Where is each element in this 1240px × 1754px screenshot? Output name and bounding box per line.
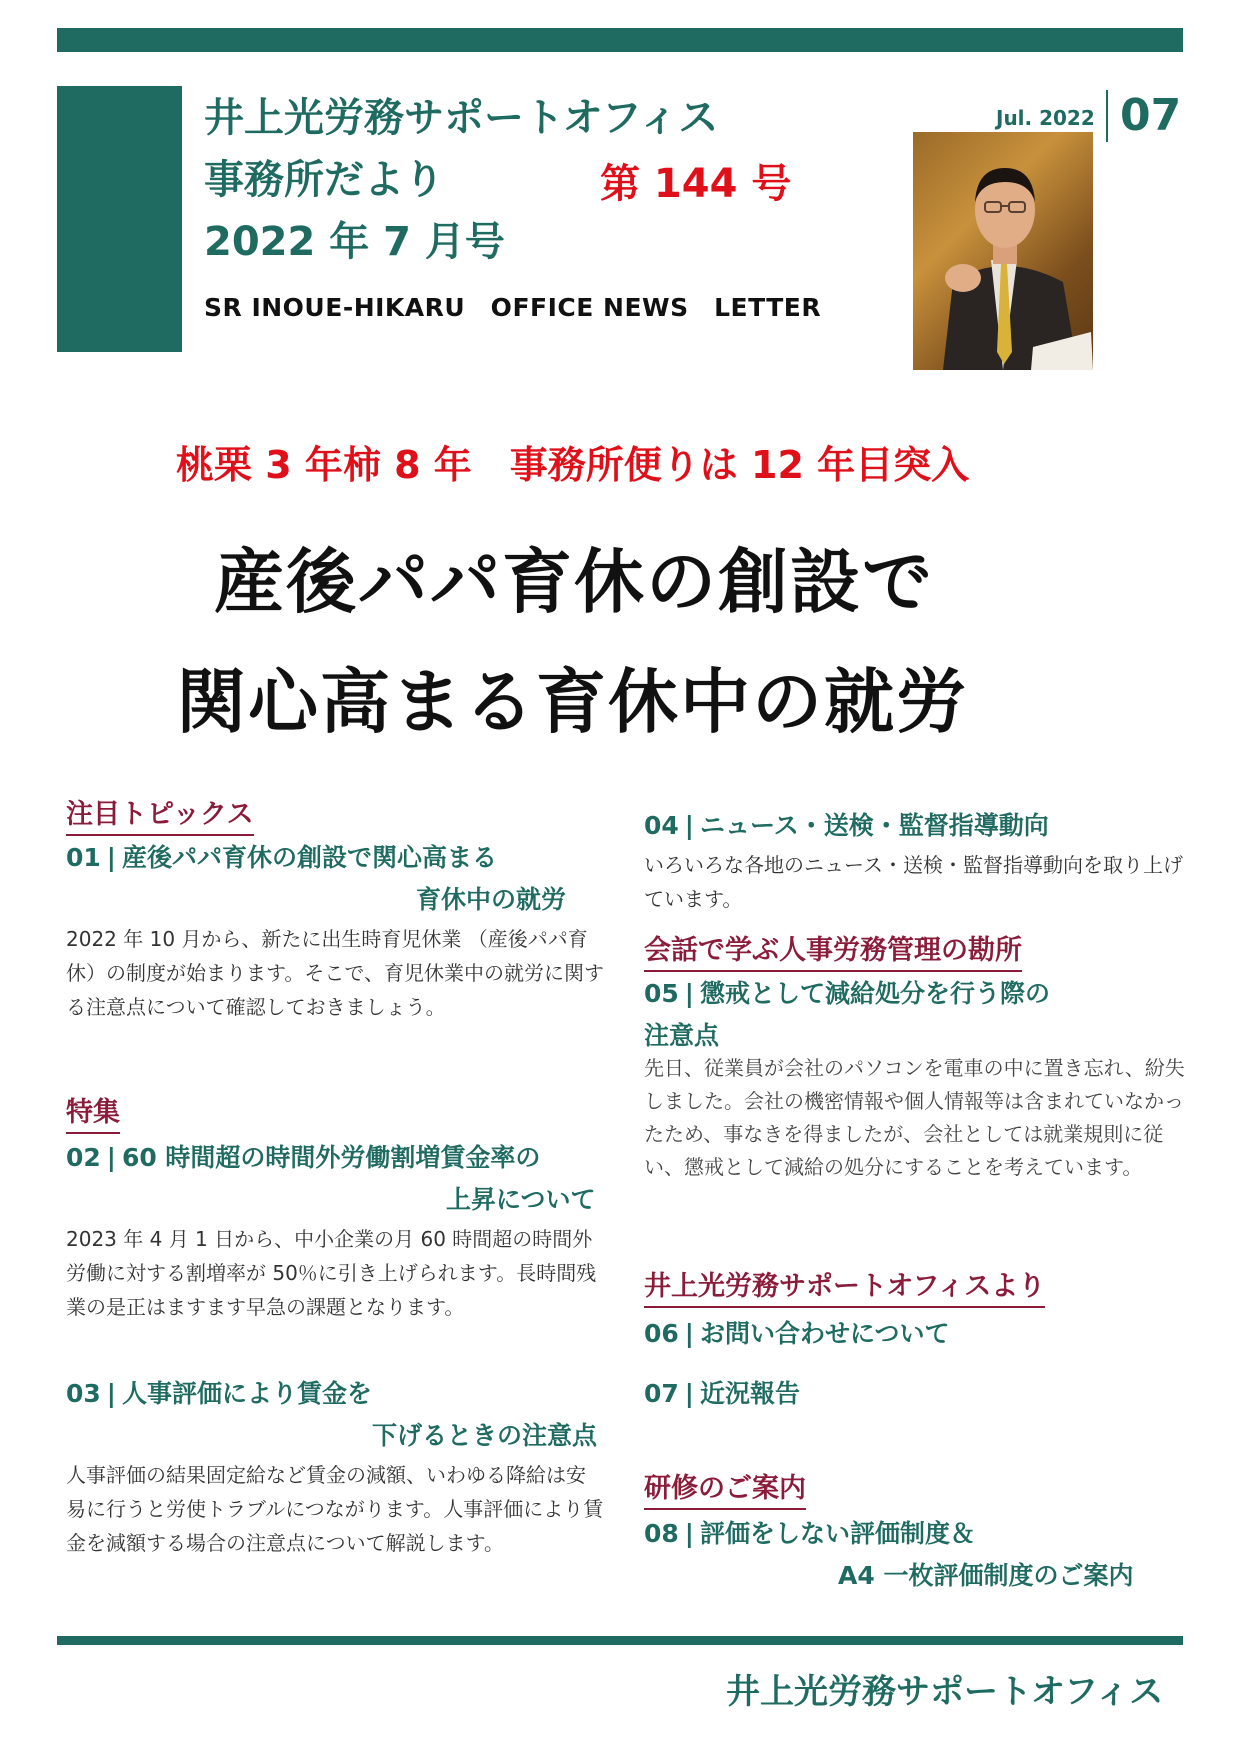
topic-02-body: 2023 年 4 月 1 日から、中小企業の月 60 時間超の時間外労働に対する割増率が 50％に引き上げられます。長時間残業の是正はますます早急の課題となります。 (66, 1227, 597, 1319)
office-name: 井上光労務サポートオフィス (204, 95, 719, 141)
date-label: Jul. 2022 (996, 106, 1095, 130)
headline-lead: 桃栗 3 年柿 8 年 事務所便りは 12 年目突入 (176, 443, 970, 487)
page-divider (1106, 90, 1108, 142)
topic-02-title-line1: 60 時間超の時間外労働割増賃金率の (121, 1143, 541, 1172)
topic-08-title[interactable] (644, 1514, 975, 1550)
topic-02-title[interactable] (66, 1138, 540, 1174)
topic-separator: | (684, 1319, 694, 1348)
portrait-photo (913, 132, 1093, 370)
newsletter-name: 事務所だより (204, 157, 444, 203)
topic-08-title-line1: 評価をしない評価制度＆ (699, 1519, 975, 1548)
topic-01-title[interactable] (66, 838, 497, 874)
topic-01-title-line2: 育休中の就労 (416, 885, 567, 914)
section-heading-training: 研修のご案内 (644, 1466, 806, 1510)
topic-04-title-text: ニュース・送検・監督指導動向 (699, 811, 1049, 840)
topic-05-title-line2: 注意点 (644, 1021, 720, 1050)
section-heading-featured: 注目トピックス (66, 792, 254, 836)
topic-04-body: いろいろな各地のニュース・送検・監督指導動向を取り上げています。 (644, 853, 1183, 911)
page-number: 07 (1120, 90, 1182, 141)
topic-separator: | (684, 811, 694, 840)
topic-03-title-line2: 下げるときの注意点 (372, 1421, 598, 1450)
topic-05-body: 先日、従業員が会社のパソコンを電車の中に置き忘れ、紛失しました。会社の機密情報や個人情報等は含まれていなかったため、事なきを得ましたが、会社としては就業規則に従い、懲戒として減給の処分にすることを考えています。 (644, 1056, 1185, 1179)
topic-04-number: 04 (644, 811, 679, 840)
topic-03-title-line1: 人事評価により賃金を (121, 1379, 372, 1408)
headline-title-line2: 関心高まる育休中の就労 (176, 661, 968, 743)
topic-07-title[interactable] (644, 1374, 800, 1410)
topic-03-number: 03 (66, 1379, 101, 1408)
issue-number: 第 144 号 (600, 161, 792, 207)
headline-title-line1: 産後パパ育休の創設で (214, 541, 934, 623)
bottom-rule (57, 1636, 1183, 1645)
topic-06-title-text: お問い合わせについて (699, 1319, 950, 1348)
topic-separator: | (684, 1519, 694, 1548)
topic-05-title[interactable] (644, 974, 1050, 1010)
topic-separator: | (684, 1379, 694, 1408)
top-rule (57, 28, 1183, 52)
topic-05-number: 05 (644, 979, 679, 1008)
topic-07-number: 07 (644, 1379, 679, 1408)
section-heading-special: 特集 (66, 1090, 120, 1134)
topic-02-number: 02 (66, 1143, 101, 1172)
topic-01-body: 2022 年 10 月から、新たに出生時育児休業 （産後パパ育休）の制度が始まります。そこで、育児休業中の就労に関する注意点について確認しておきましょう。 (66, 927, 604, 1019)
topic-02-title-line2: 上昇について (446, 1185, 596, 1214)
topic-06-number: 06 (644, 1319, 679, 1348)
issue-month: 2022 年 7 月号 (204, 219, 505, 265)
section-heading-office: 井上光労務サポートオフィスより (644, 1264, 1045, 1308)
topic-separator: | (106, 1143, 116, 1172)
topic-08-number: 08 (644, 1519, 679, 1548)
topic-separator: | (106, 843, 116, 872)
topic-08-title-line2: A4 一枚評価制度のご案内 (838, 1561, 1134, 1590)
topic-separator: | (106, 1379, 116, 1408)
section-heading-conversation: 会話で学ぶ人事労務管理の勘所 (644, 928, 1022, 972)
topic-07-title-text: 近況報告 (699, 1379, 800, 1408)
topic-01-number: 01 (66, 843, 101, 872)
topic-03-title[interactable] (66, 1374, 372, 1410)
topic-separator: | (684, 979, 694, 1008)
portrait-illustration (913, 132, 1093, 370)
newsletter-subtitle: SR INOUE-HIKARU OFFICE NEWS LETTER (204, 293, 822, 322)
footer-office-name: 井上光労務サポートオフィス (726, 1672, 1164, 1712)
topic-01-title-line1: 産後パパ育休の創設で関心高まる (121, 843, 497, 872)
topic-06-title[interactable] (644, 1314, 949, 1350)
topic-05-title-line1: 懲戒として減給処分を行う際の (699, 979, 1050, 1008)
header-side-block (57, 86, 182, 352)
topic-04-title[interactable] (644, 806, 1049, 842)
topic-03-body: 人事評価の結果固定給など賃金の減額、いわゆる降給は安易に行うと労使トラブルにつながります。人事評価により賃金を減額する場合の注意点について解説します。 (66, 1463, 604, 1555)
